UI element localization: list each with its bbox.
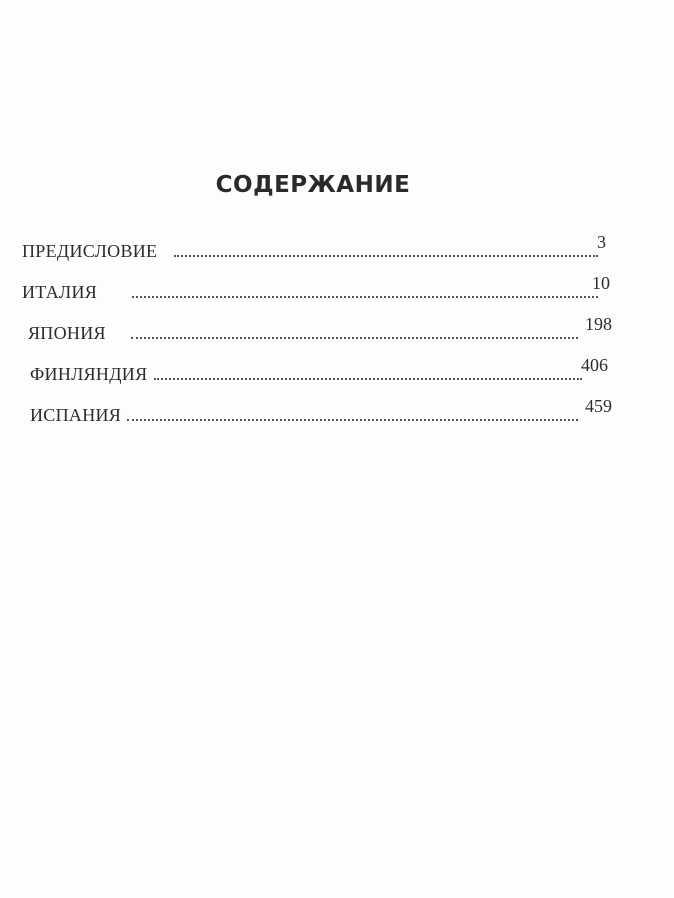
toc-entry-page-number: 3: [597, 232, 606, 252]
toc-entry-finland: [22, 355, 612, 385]
toc-entry-japan: [22, 314, 612, 344]
dot-leader: [132, 296, 598, 298]
toc-entry-page-number: 10: [592, 273, 610, 293]
toc-entry-preface: [22, 232, 612, 262]
toc-entry-label: ЯПОНИЯ: [28, 323, 106, 343]
dot-leader: [154, 378, 582, 380]
toc-entry-spain: [22, 396, 612, 426]
toc-entry-page-number: 459: [585, 396, 612, 416]
page-title: СОДЕРЖАНИЕ: [215, 172, 411, 198]
toc-entry-label: ИТАЛИЯ: [22, 282, 98, 302]
dot-leader: [131, 337, 578, 339]
toc-entry-label: ИСПАНИЯ: [30, 405, 122, 425]
toc-entry-label: ПРЕДИСЛОВИЕ: [22, 241, 158, 261]
toc-entry-italy: [22, 273, 612, 303]
dot-leader: [174, 255, 598, 257]
toc-entry-page-number: 406: [581, 355, 608, 375]
toc-entry-page-number: 198: [585, 314, 612, 334]
toc-entry-label: ФИНЛЯНДИЯ: [30, 364, 148, 384]
dot-leader: [127, 419, 578, 421]
